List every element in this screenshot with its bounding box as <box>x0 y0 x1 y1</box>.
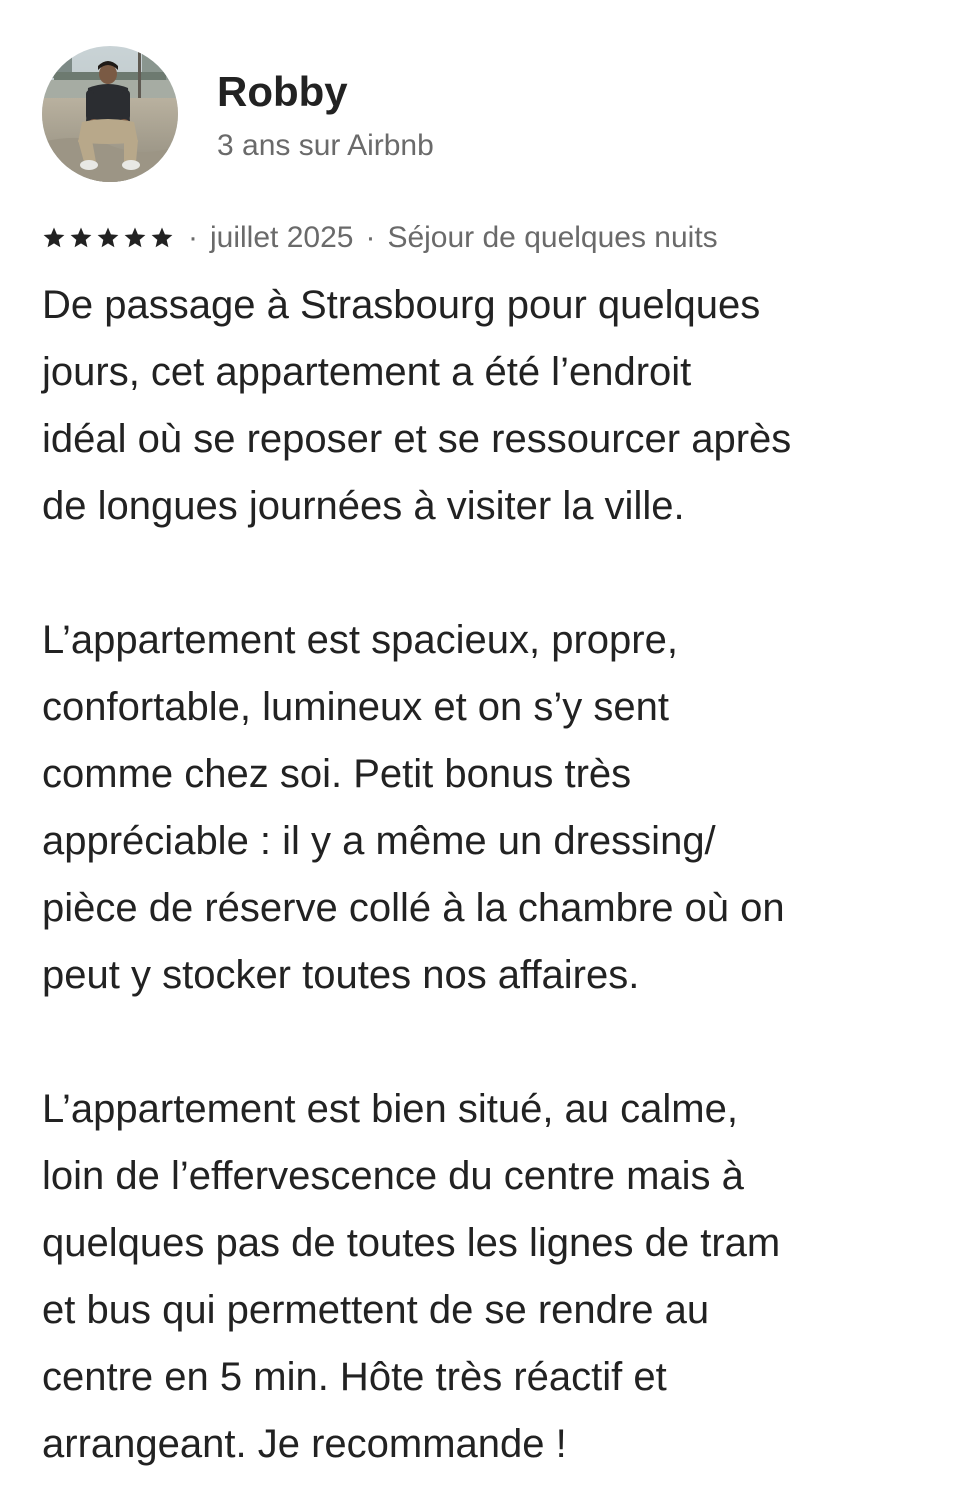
reviewer-name[interactable]: Robby <box>217 68 348 115</box>
stay-length: Séjour de quelques nuits <box>387 221 718 254</box>
review-paragraph: L’appartement est spacieux, propre, confortable, lumineux et on s’y sent comme chez soi. Petit bonus très appréciable : il y a même un dressing/ pièce de réserve collé à la chambre où on peut y stocker toutes nos affaires. <box>42 618 785 997</box>
review-date: juillet 2025 <box>210 221 354 254</box>
star-icon <box>123 226 147 250</box>
reviewer-tenure: 3 ans sur Airbnb <box>217 129 434 162</box>
meta-separator: · <box>188 221 198 254</box>
star-icon <box>150 226 174 250</box>
meta-separator: · <box>365 221 376 254</box>
avatar-photo-icon <box>42 46 178 182</box>
star-icon <box>96 226 120 250</box>
reviewer-avatar[interactable] <box>42 46 178 182</box>
review-paragraph: De passage à Strasbourg pour quelques jours, cet appartement a été l’endroit idéal où se reposer et se ressourcer après de longues journées à visiter la ville. <box>42 283 792 528</box>
star-rating <box>42 226 174 250</box>
star-icon <box>42 226 66 250</box>
review-paragraph: L’appartement est bien situé, au calme, loin de l’effervescence du centre mais à quelques pas de toutes les lignes de tram et bus qui permettent de se rendre au centre en 5 min. Hôte très réactif et arrangeant. Je recommande ! <box>42 1087 781 1466</box>
star-icon <box>69 226 93 250</box>
review-text <box>42 272 922 1478</box>
review-meta <box>42 216 718 260</box>
